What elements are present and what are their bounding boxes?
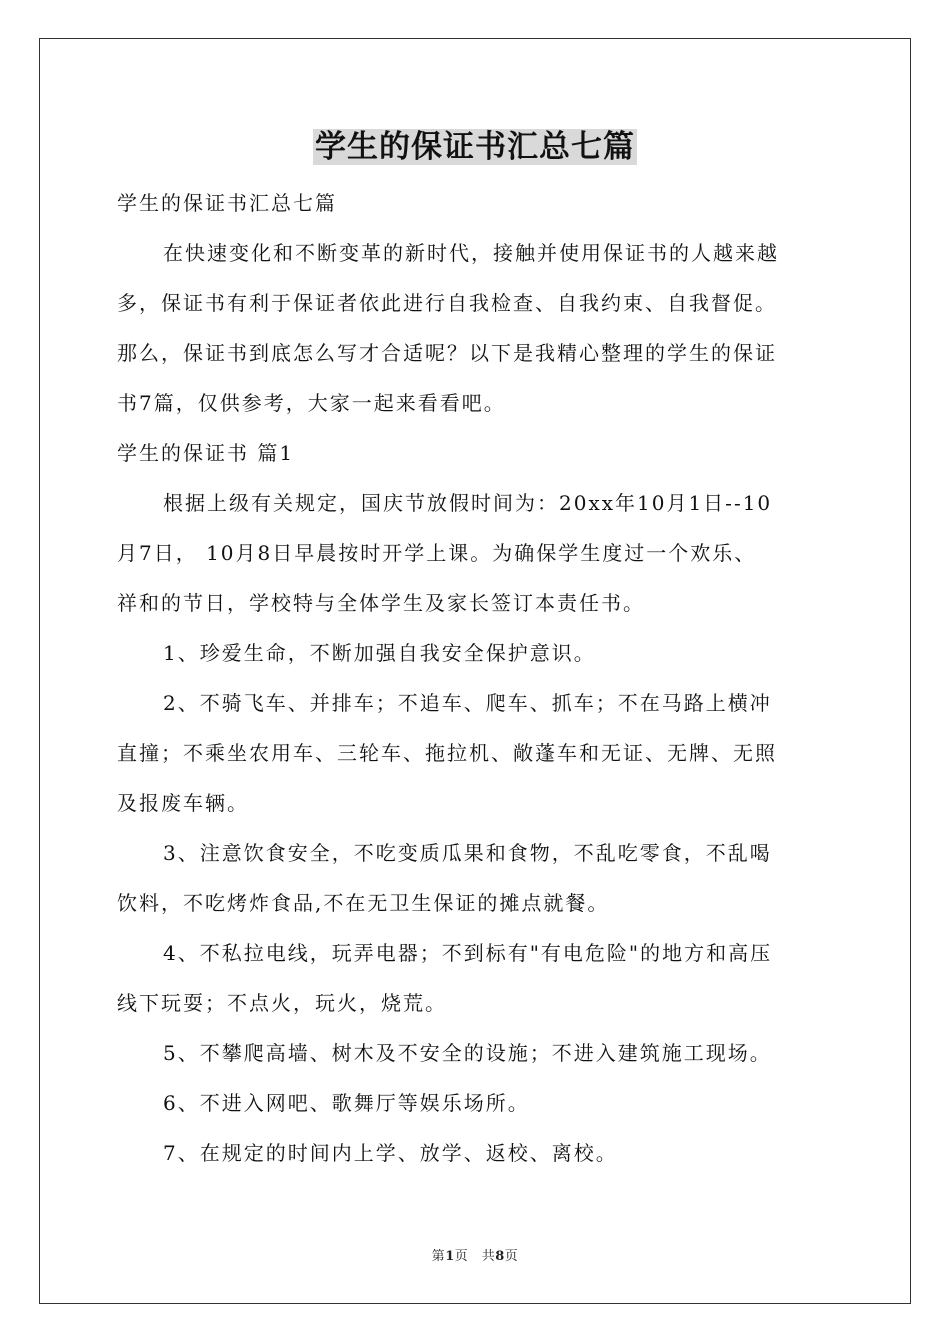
body-line: 多，保证书有利于保证者依此进行自我检查、自我约束、自我督促。	[117, 291, 777, 315]
body-line: 根据上级有关规定，国庆节放假时间为：20xx年10月1日--10	[163, 491, 773, 515]
list-item: 1、珍爱生命，不断加强自我安全保护意识。	[163, 641, 596, 665]
body-line: 直撞；不乘坐农用车、三轮车、拖拉机、敞蓬车和无证、无牌、无照	[117, 741, 777, 765]
body-line: 线下玩耍；不点火，玩火，烧荒。	[117, 991, 447, 1015]
body-line: 在快速变化和不断变革的新时代，接触并使用保证书的人越来越	[163, 241, 779, 265]
body-line: 月7日， 10月8日早晨按时开学上课。为确保学生度过一个欢乐、	[117, 541, 757, 565]
list-item: 7、在规定的时间内上学、放学、返校、离校。	[163, 1141, 618, 1165]
page-total: 8	[495, 1249, 505, 1264]
document-body	[117, 178, 837, 1178]
document-title-text: 学生的保证书汇总七篇	[315, 129, 635, 165]
body-line: 饮料，不吃烤炸食品,不在无卫生保证的摊点就餐。	[117, 891, 610, 915]
list-item: 6、不进入网吧、歌舞厅等娱乐场所。	[163, 1091, 530, 1115]
page-footer	[0, 1245, 950, 1264]
body-line: 那么，保证书到底怎么写才合适呢？以下是我精心整理的学生的保证	[117, 341, 777, 365]
page-suffix: 页	[504, 1249, 519, 1264]
page-current: 1	[445, 1249, 455, 1264]
page-mid: 页 共	[454, 1249, 496, 1264]
list-item: 4、不私拉电线，玩弄电器；不到标有"有电危险"的地方和高压	[163, 941, 773, 965]
list-item: 3、注意饮食安全，不吃变质瓜果和食物，不乱吃零食，不乱喝	[163, 841, 772, 865]
body-line: 学生的保证书汇总七篇	[117, 191, 337, 215]
page-prefix: 第	[431, 1249, 446, 1264]
document-title	[0, 124, 950, 170]
section-heading: 学生的保证书 篇1	[117, 441, 295, 465]
body-line: 书7篇，仅供参考，大家一起来看看吧。	[117, 391, 506, 415]
body-line: 及报废车辆。	[117, 791, 249, 815]
body-line: 祥和的节日，学校特与全体学生及家长签订本责任书。	[117, 591, 645, 615]
list-item: 5、不攀爬高墙、树木及不安全的设施；不进入建筑施工现场。	[163, 1041, 772, 1065]
list-item: 2、不骑飞车、并排车；不追车、爬车、抓车；不在马路上横冲	[163, 691, 772, 715]
